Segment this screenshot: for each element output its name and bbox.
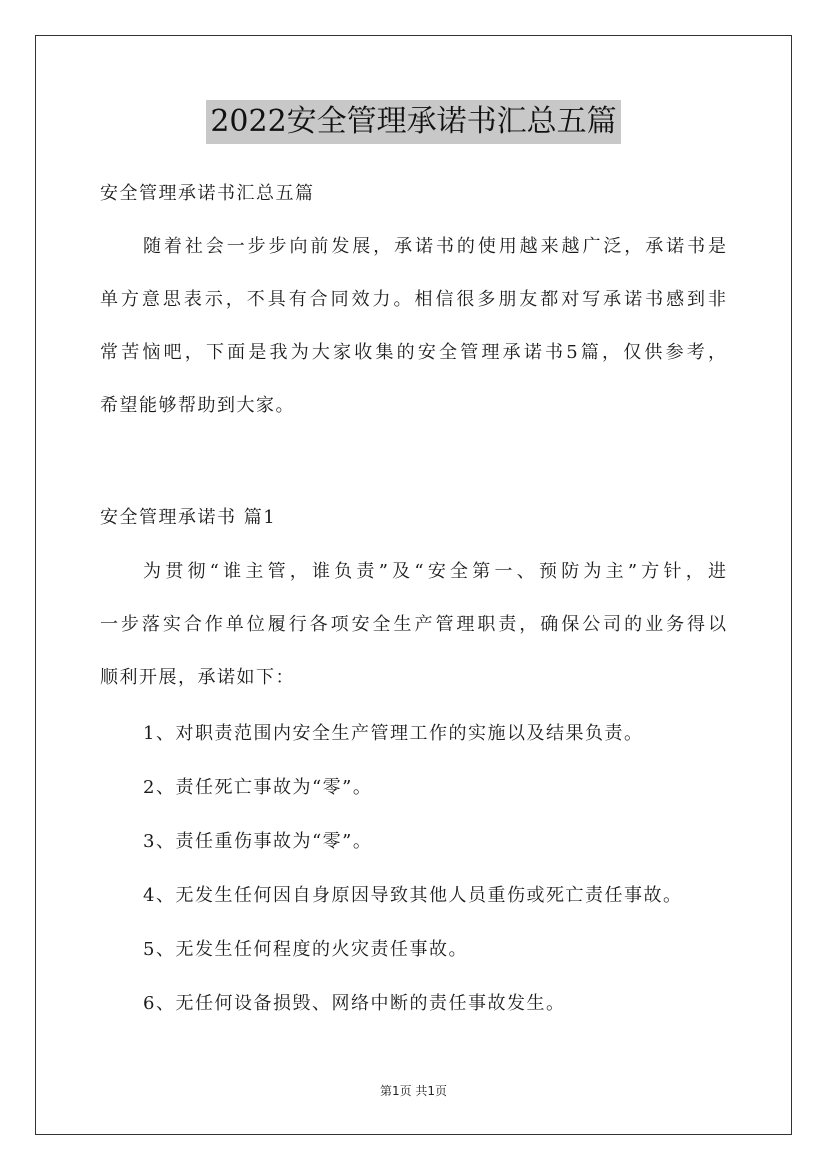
page-number: 第1页 共1页 bbox=[379, 1084, 448, 1098]
list-item-4: 4、无发生任何因自身原因导致其他人员重伤或死亡责任事故。 bbox=[143, 885, 683, 906]
intro-line-3: 常苦恼吧，下面是我为大家收集的安全管理承诺书5篇，仅供参考， bbox=[100, 342, 726, 363]
section-heading: 安全管理承诺书 篇1 bbox=[100, 507, 277, 528]
section-line-2: 一步落实合作单位履行各项安全生产管理职责，确保公司的业务得以 bbox=[100, 614, 726, 635]
document-title: 2022安全管理承诺书汇总五篇 bbox=[206, 100, 620, 144]
list-item-6: 6、无任何设备损毁、网络中断的责任事故发生。 bbox=[143, 993, 566, 1014]
document-subtitle: 安全管理承诺书汇总五篇 bbox=[100, 183, 315, 204]
list-item-2: 2、责任死亡事故为“零”。 bbox=[143, 777, 373, 798]
list-item-3: 3、责任重伤事故为“零”。 bbox=[143, 831, 373, 852]
intro-line-2: 单方意思表示，不具有合同效力。相信很多朋友都对写承诺书感到非 bbox=[100, 289, 726, 310]
section-line-3: 顺利开展，承诺如下： bbox=[100, 667, 295, 688]
intro-line-4: 希望能够帮助到大家。 bbox=[100, 395, 295, 416]
list-item-5: 5、无发生任何程度的火灾责任事故。 bbox=[143, 939, 468, 960]
intro-line-1: 随着社会一步步向前发展，承诺书的使用越来越广泛，承诺书是 bbox=[143, 236, 726, 257]
section-line-1: 为贯彻“谁主管，谁负责”及“安全第一、预防为主”方针，进 bbox=[143, 561, 726, 582]
title-container bbox=[0, 100, 827, 144]
list-item-1: 1、对职责范围内安全生产管理工作的实施以及结果负责。 bbox=[143, 723, 644, 744]
